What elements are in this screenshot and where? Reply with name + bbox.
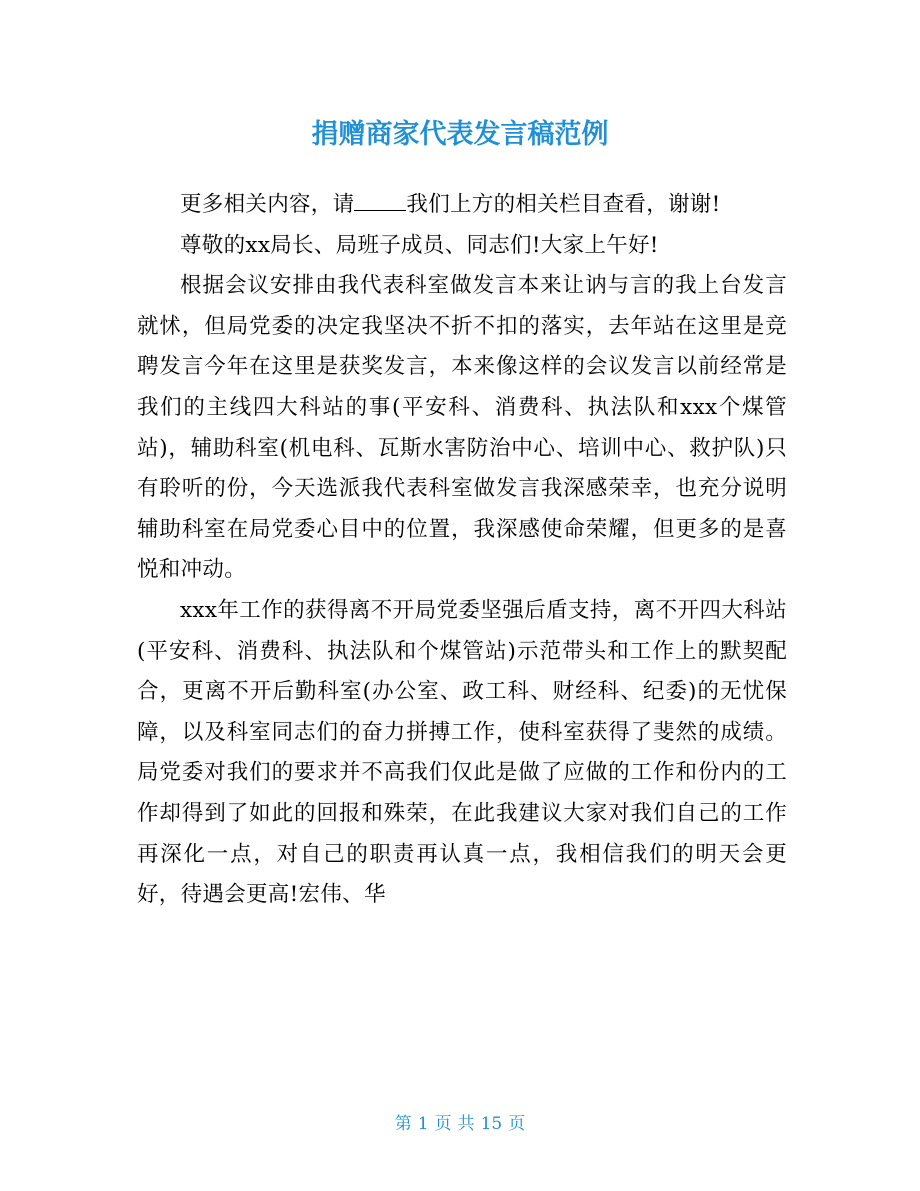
page-mid: 页 [434,1114,452,1134]
page-total: 15 [480,1114,503,1134]
intro-text-after: 我们上方的相关栏目查看，谢谢! [406,192,721,217]
page-prefix: 第 [394,1114,412,1134]
body-paragraph: xxx年工作的获得离不开局党委坚强后盾支持，离不开四大科站(平安科、消费科、执法队和个煤管站)示范带头和工作上的默契配合，更离不开后勤科室(办公室、政工科、财经科、纪委)的无忧保障，以及科室同志们的奋力拼搏工作，使科室获得了斐然的成绩。局党委对我们的要求并不高我们仅此是做了应做的工作和份内的工作却得到了如此的回报和殊荣，在此我建议大家对我们自己的工作再深化一点，对自己的职责再认真一点，我相信我们的明天会更好，待遇会更高!宏伟、华 [137,597,787,908]
page-current: 1 [417,1114,429,1134]
blank-underline [354,192,406,211]
intro-text-before: 更多相关内容，请 [180,192,355,217]
greeting-paragraph: 尊敬的xx局长、局班子成员、同志们!大家上午好! [180,232,659,258]
page-suffix: 页 [508,1114,526,1134]
page-number-footer [0,1112,920,1136]
intro-paragraph [137,185,787,226]
document-body [137,185,787,916]
page-total-prefix: 共 [457,1114,475,1134]
document-title: 捐赠商家代表发言稿范例 [311,119,609,150]
body-paragraph: 根据会议安排由我代表科室做发言本来让讷与言的我上台发言就怵，但局党委的决定我坚决不折不扣的落实，去年站在这里是竞聘发言今年在这里是获奖发言，本来像这样的会议发言以前经常是我们的主线四大科站的事(平安科、消费科、执法队和xxx个煤管站)，辅助科室(机电科、瓦斯水害防治中心、培训中心、救护队)只有聆听的份，今天选派我代表科室做发言我深感荣幸，也充分说明辅助科室在局党委心目中的位置，我深感使命荣耀，但更多的是喜悦和冲动。 [137,273,787,583]
